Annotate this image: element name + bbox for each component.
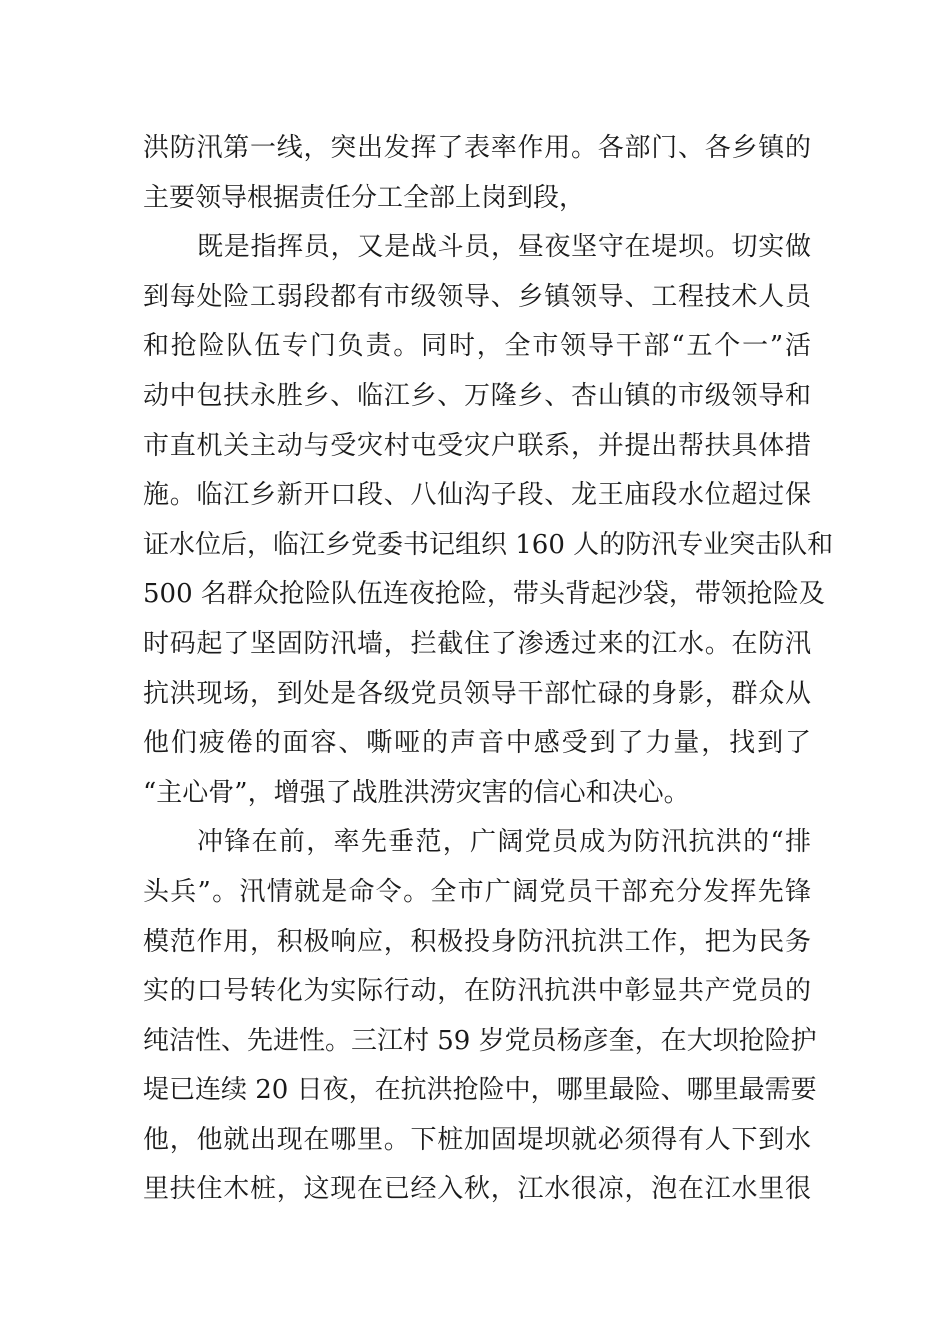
text-line: 主要领导根据责任分工全部上岗到段， — [143, 182, 586, 213]
text-line: 他，他就出现在哪里。下桩加固堤坝就必须得有人下到水 — [143, 1124, 811, 1155]
text-line: 洪防汛第一线，突出发挥了表率作用。各部门、各乡镇的 — [143, 133, 811, 163]
text-line: “主心骨”，增强了战胜洪涝灾害的信心和决心。 — [143, 777, 690, 808]
text-line: 纯洁性、先进性。三江村 59 岁党员杨彦奎，在大坝抢险护 — [143, 1025, 817, 1056]
text-line: 施。临江乡新开口段、八仙沟子段、龙王庙段水位超过保 — [143, 480, 811, 511]
text-line: 500 名群众抢险队伍连夜抢险，带头背起沙袋，带领抢险及 — [143, 579, 825, 610]
text-line: 市直机关主动与受灾村屯受灾户联系，并提出帮扶具体措 — [143, 430, 811, 461]
text-line: 到每处险工弱段都有市级领导、乡镇领导、工程技术人员 — [143, 281, 811, 312]
text-line: 实的口号转化为实际行动，在防汛抗洪中彰显共产党员的 — [143, 976, 811, 1007]
text-line: 堤已连续 20 日夜，在抗洪抢险中，哪里最险、哪里最需要 — [143, 1075, 817, 1106]
text-line: 动中包扶永胜乡、临江乡、万隆乡、杏山镇的市级领导和 — [143, 380, 811, 411]
text-line: 既是指挥员，又是战斗员，昼夜坚守在堤坝。切实做 — [197, 232, 811, 263]
text-line: 抗洪现场，到处是各级党员领导干部忙碌的身影，群众从 — [143, 678, 811, 709]
text-line: 证水位后，临江乡党委书记组织 160 人的防汛专业突击队和 — [143, 529, 834, 560]
text-line: 他们疲倦的面容、嘶哑的声音中感受到了力量，找到了 — [143, 728, 811, 759]
text-line: 冲锋在前，率先垂范，广阔党员成为防汛抗洪的“排 — [197, 827, 811, 858]
text-line: 和抢险队伍专门负责。同时，全市领导干部“五个一”活 — [143, 331, 811, 362]
text-line: 头兵”。汛情就是命令。全市广阔党员干部充分发挥先锋 — [143, 876, 811, 907]
text-line: 里扶住木桩，这现在已经入秋，江水很凉，泡在江水里很 — [143, 1174, 811, 1205]
text-line: 时码起了坚固防汛墙，拦截住了渗透过来的江水。在防汛 — [143, 628, 811, 659]
text-line: 模范作用，积极响应，积极投身防汛抗洪工作，把为民务 — [143, 926, 811, 957]
body-text — [143, 124, 834, 1215]
